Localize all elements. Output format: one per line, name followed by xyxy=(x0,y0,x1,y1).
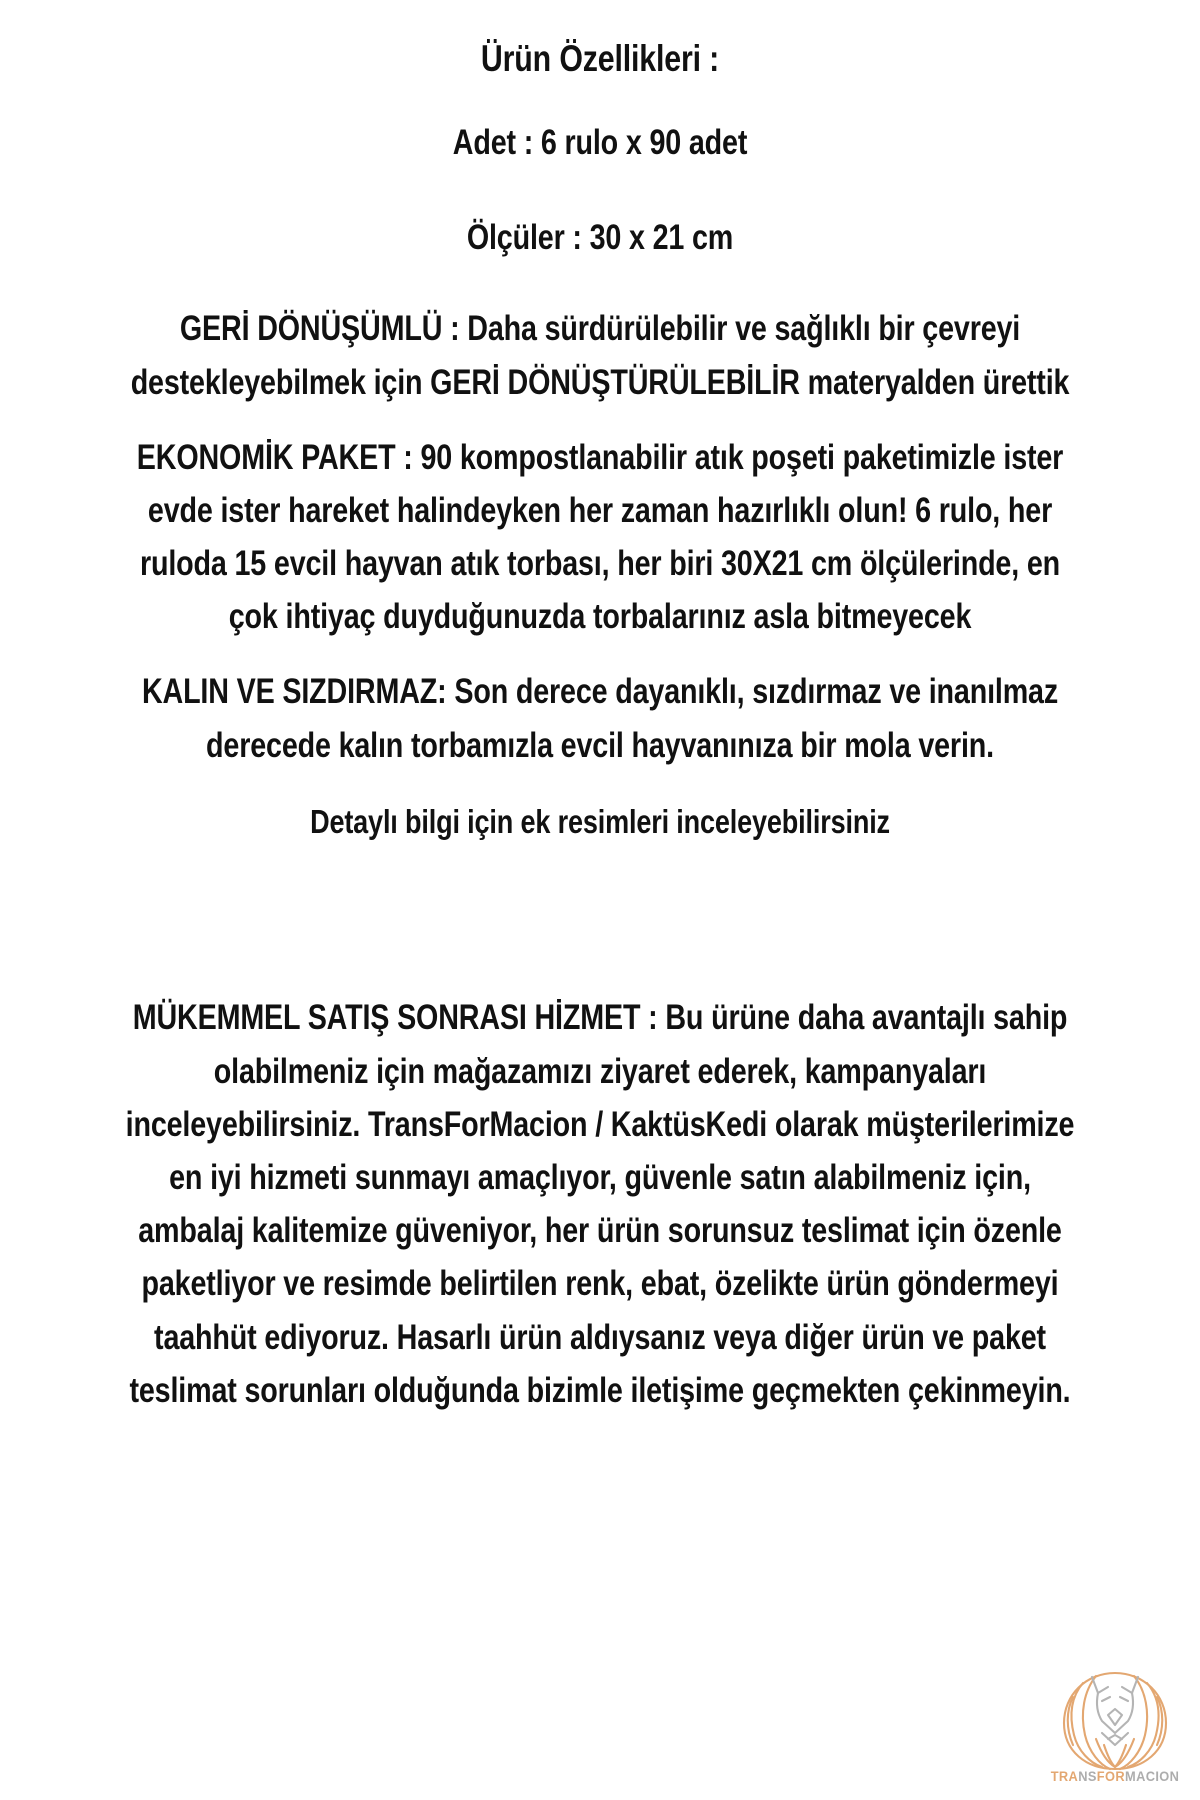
feature-recyclable: GERİ DÖNÜŞÜMLÜ : Daha sürdürülebilir ve sağlıklı bir çevreyi destekleyebilmek için GERİ DÖNÜŞTÜRÜLEBİLİR materyalden ürettik xyxy=(130,309,1070,402)
brand-part-4: MACION xyxy=(1125,1769,1180,1784)
brand-part-2: NS xyxy=(1078,1769,1097,1784)
lion-head-icon xyxy=(1040,1667,1190,1775)
feature-thick-leakproof: KALIN VE SIZDIRMAZ: Son derece dayanıklı, sızdırmaz ve inanılmaz derecede kalın torbamızla evcil hayvanınıza bir mola verin. xyxy=(141,672,1066,765)
brand-part-1: TRA xyxy=(1050,1769,1079,1784)
extra-images-note: Detaylı bilgi için ek resimleri inceleyebilirsiniz xyxy=(310,802,890,840)
spec-quantity: Adet : 6 rulo x 90 adet xyxy=(452,122,748,162)
feature-economic-pack: EKONOMİK PAKET : 90 kompostlanabilir atık poşeti paketimizle ister evde ister hareket halindeyken her zaman hazırlıklı olun! 6 rulo, her ruloda 15 evcil hayvan atık torbası, her biri 30X21 cm ölçülerinde, en çok ihtiyaç duyduğunuzda torbalarınız asla bitmeyecek xyxy=(136,437,1072,637)
spec-dimensions: Ölçüler : 30 x 21 cm xyxy=(466,217,734,257)
transformacion-watermark xyxy=(1040,1667,1190,1792)
brand-part-3: FOR xyxy=(1096,1769,1126,1784)
page-title: Ürün Özellikleri : xyxy=(480,38,720,79)
after-sales-service: MÜKEMMEL SATIŞ SONRASI HİZMET : Bu ürüne daha avantajlı sahip olabilmeniz için mağazamızı ziyaret ederek, kampanyaları inceleyebilirsiniz. TransForMacion / KaktüsKedi olarak müşterilerimize en iyi hizmeti sunmayı amaçlıyor, güvenle satın alabilmeniz için, ambalaj kalitemize güveniyor, her ürün sorunsuz teslimat için özenle paketliyor ve resimde belirtilen renk, ebat, özelikte ürün göndermeyi taahhüt ediyoruz. Hasarlı ürün aldıysanız veya diğer ürün ve paket teslimat sorunları olduğunda bizimle iletişime geçmekten çekinmeyin. xyxy=(125,998,1083,1410)
brand-wordmark xyxy=(1044,1769,1187,1784)
